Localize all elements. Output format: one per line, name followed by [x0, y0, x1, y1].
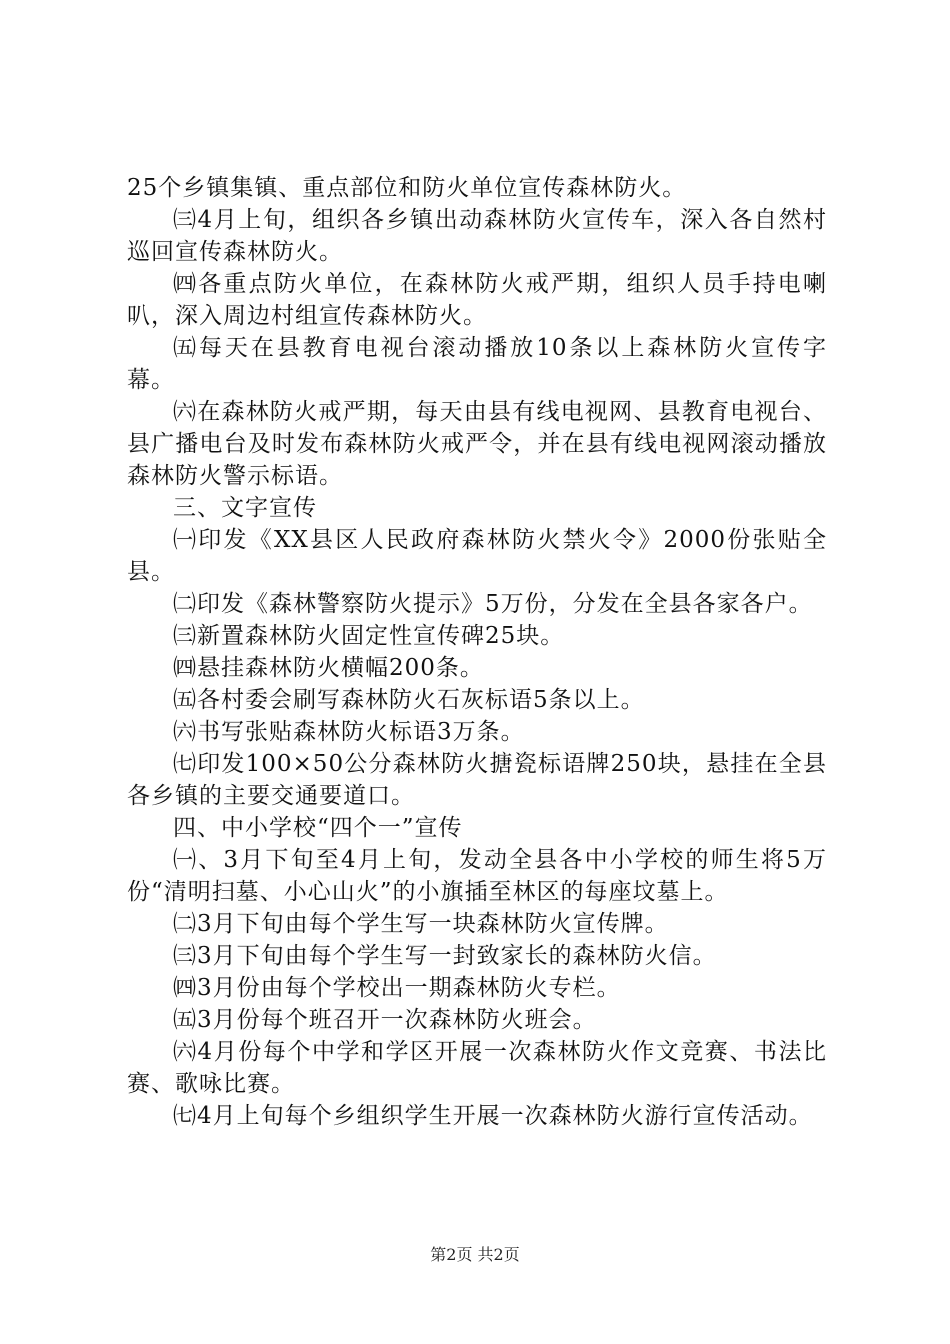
- paragraph: ㈣悬挂森林防火横幅200条。: [173, 655, 484, 681]
- paragraph: 25个乡镇集镇、重点部位和防火单位宣传森林防火。: [127, 175, 687, 201]
- paragraph: ㈤各村委会刷写森林防火石灰标语5条以上。: [173, 687, 645, 713]
- paragraph: ㈢新置森林防火固定性宣传碑25块。: [173, 623, 565, 649]
- paragraph: ㈥在森林防火戒严期，每天由县有线电视网、县教育电视台、县广播电台及时发布森林防火戒严令，并在县有线电视网滚动播放森林防火警示标语。: [127, 399, 827, 489]
- paragraph: ㈥书写张贴森林防火标语3万条。: [173, 719, 525, 745]
- paragraph: ㈠印发《XX县区人民政府森林防火禁火令》2000份张贴全县。: [127, 527, 827, 585]
- paragraph: ㈣3月份由每个学校出一期森林防火专栏。: [173, 975, 621, 1001]
- paragraph: ㈦4月上旬每个乡组织学生开展一次森林防火游行宣传活动。: [173, 1103, 813, 1129]
- paragraph: ㈡印发《森林警察防火提示》5万份，分发在全县各家各户。: [173, 591, 813, 617]
- paragraph: ㈣各重点防火单位，在森林防火戒严期，组织人员手持电喇叭，深入周边村组宣传森林防火。: [127, 271, 827, 329]
- paragraph: ㈠、3月下旬至4月上旬，发动全县各中小学校的师生将5万份“清明扫墓、小心山火”的小旗插至林区的每座坟墓上。: [127, 847, 827, 905]
- section-heading: 四、中小学校“四个一”宣传: [173, 815, 463, 841]
- paragraph: ㈦印发100×50公分森林防火搪瓷标语牌250块，悬挂在全县各乡镇的主要交通要道口。: [127, 751, 827, 809]
- paragraph: ㈢4月上旬，组织各乡镇出动森林防火宣传车，深入各自然村巡回宣传森林防火。: [127, 207, 827, 265]
- paragraph: ㈡3月下旬由每个学生写一块森林防火宣传牌。: [173, 911, 669, 937]
- page-number: 第2页 共2页: [430, 1245, 520, 1264]
- document-body: [127, 172, 827, 1132]
- section-heading: 三、文字宣传: [173, 495, 317, 521]
- paragraph: ㈤每天在县教育电视台滚动播放10条以上森林防火宣传字幕。: [127, 335, 827, 393]
- page-footer: [0, 1245, 950, 1265]
- paragraph: ㈥4月份每个中学和学区开展一次森林防火作文竞赛、书法比赛、歌咏比赛。: [127, 1039, 827, 1097]
- paragraph: ㈢3月下旬由每个学生写一封致家长的森林防火信。: [173, 943, 717, 969]
- paragraph: ㈤3月份每个班召开一次森林防火班会。: [173, 1007, 597, 1033]
